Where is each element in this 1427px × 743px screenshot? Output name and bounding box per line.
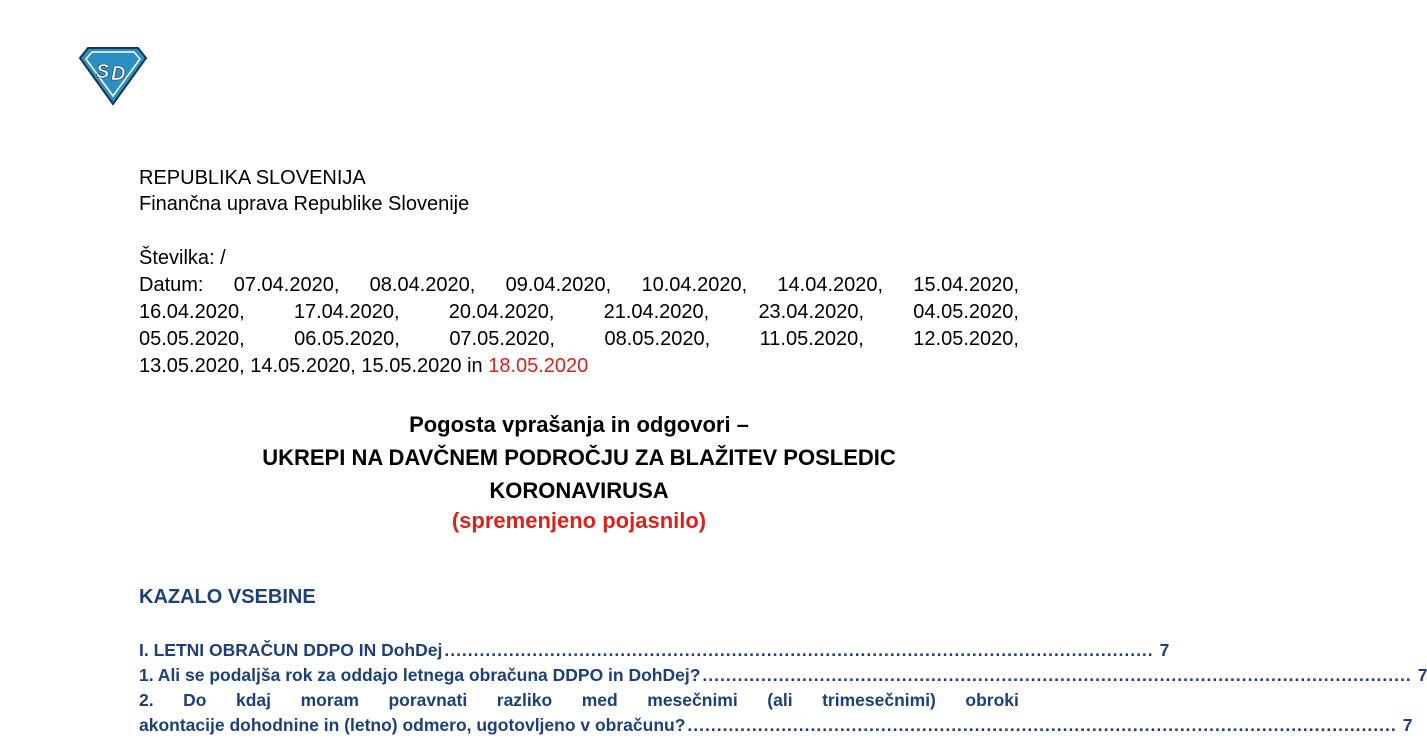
date-item: 06.05.2020,	[294, 328, 400, 350]
title-line-3: KORONAVIRUSA	[489, 478, 669, 503]
date-item: 08.05.2020,	[604, 328, 711, 350]
toc-item-text: 1. Ali se podaljša rok za oddajo letnega obračuna DDPO in DohDej?	[139, 665, 701, 685]
toc-word: mesečnimi	[647, 690, 738, 710]
latest-date: 18.05.2020	[488, 355, 589, 377]
toc-word: 2.	[139, 690, 154, 710]
toc-word: (ali	[767, 690, 793, 710]
date-item: 08.04.2020,	[369, 274, 476, 296]
date-item: 14.04.2020,	[777, 274, 884, 296]
date-item: 15.04.2020,	[913, 274, 1019, 296]
svg-text:D: D	[111, 63, 126, 85]
date-row-4-text: 13.05.2020, 14.05.2020, 15.05.2020 in	[139, 355, 489, 377]
title-line-2: UKREPI NA DAVČNEM PODROČJU ZA BLAŽITEV POSLEDIC	[262, 445, 896, 470]
document-number: Številka: /	[139, 247, 226, 269]
toc-word: razliko	[496, 690, 553, 710]
date-row-1	[139, 273, 1019, 300]
date-item: 10.04.2020,	[641, 274, 748, 296]
toc-item[interactable]	[139, 713, 1413, 738]
date-item: 16.04.2020,	[139, 301, 245, 323]
date-item: 17.04.2020,	[293, 301, 400, 323]
toc-item-text: I. LETNI OBRAČUN DDPO IN DohDej	[139, 640, 443, 660]
toc-word: Do	[183, 690, 207, 710]
document-meta	[139, 246, 1019, 381]
toc-leader: .........................................................................................................................	[687, 715, 1397, 735]
toc-leader: .........................................................................................................................	[702, 665, 1412, 685]
toc-item-text: akontacije dohodnine in (letno) odmero, ugotovljeno v obračunu?	[139, 715, 686, 735]
fu-logo-icon	[76, 44, 150, 106]
toc-item[interactable]	[139, 638, 1170, 663]
toc-page-number: 7	[1417, 665, 1427, 685]
toc-word: med	[581, 690, 618, 710]
date-item: Datum:	[139, 274, 204, 296]
toc-page-number: 7	[1159, 640, 1170, 660]
svg-text:S: S	[96, 61, 110, 83]
date-item: 09.04.2020,	[505, 274, 612, 296]
date-item: 21.04.2020,	[603, 301, 710, 323]
date-item: 05.05.2020,	[139, 328, 245, 350]
date-item: 11.05.2020,	[759, 328, 864, 350]
toc-word: trimesečnimi)	[822, 690, 936, 710]
date-item: 07.04.2020,	[233, 274, 340, 296]
date-item: 23.04.2020,	[758, 301, 865, 323]
organisation-header	[139, 166, 1019, 218]
date-row-3	[139, 327, 1019, 354]
toc-word: obroki	[965, 690, 1019, 710]
toc-word: moram	[300, 690, 359, 710]
org-line-2: Finančna uprava Republike Slovenije	[139, 193, 470, 215]
date-item: 20.04.2020,	[448, 301, 555, 323]
toc-page-number: 7	[1402, 715, 1413, 735]
date-row-4	[139, 354, 1019, 381]
date-item: 04.05.2020,	[913, 301, 1019, 323]
toc-heading: KAZALO VSEBINE	[139, 586, 316, 608]
title-line-1: Pogosta vprašanja in odgovori –	[409, 412, 749, 437]
toc-item[interactable]	[139, 663, 1427, 688]
toc-item[interactable]	[139, 688, 1019, 713]
date-item: 12.05.2020,	[913, 328, 1019, 350]
toc-word: kdaj	[236, 690, 272, 710]
document-title	[139, 408, 1019, 535]
date-row-2	[139, 300, 1019, 327]
toc-leader: .........................................................................................................................	[444, 640, 1154, 660]
toc-word: poravnati	[388, 690, 468, 710]
org-line-1: REPUBLIKA SLOVENIJA	[139, 167, 366, 189]
title-subtitle: (spremenjeno pojasnilo)	[451, 508, 707, 533]
date-item: 07.05.2020,	[449, 328, 555, 350]
table-of-contents	[139, 638, 1427, 738]
